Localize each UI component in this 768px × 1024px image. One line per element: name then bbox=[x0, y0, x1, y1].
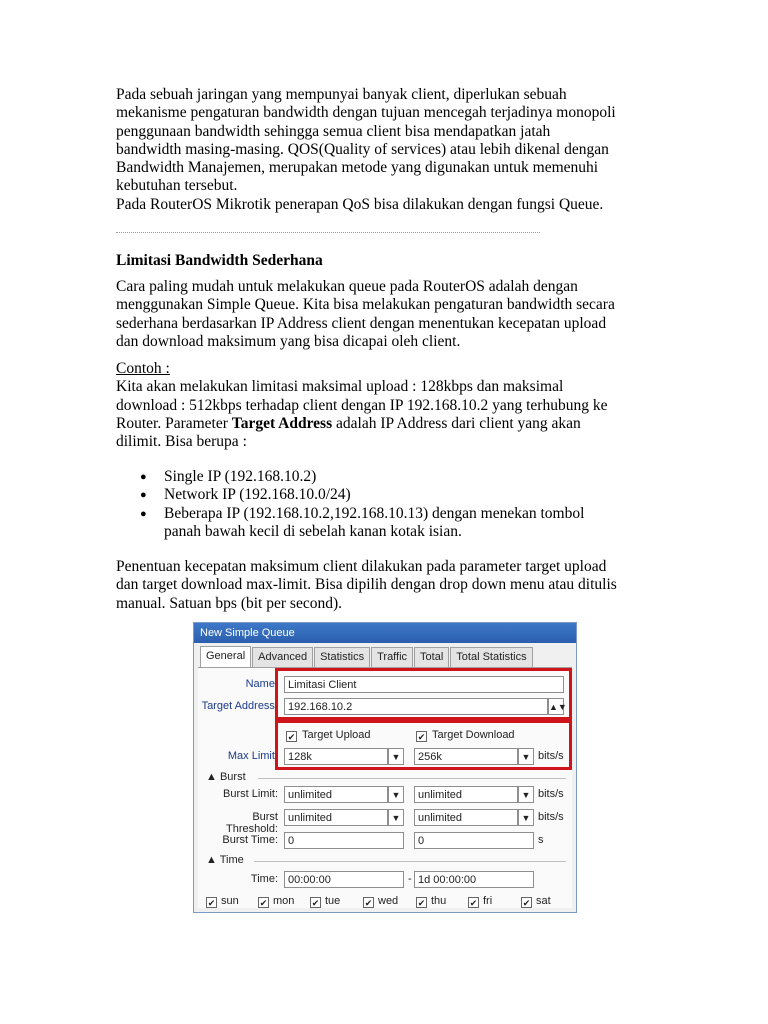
text-line: menggunakan Simple Queue. Kita bisa melakukan pengaturan bandwidth secara bbox=[116, 296, 615, 314]
target-address-field[interactable]: 192.168.10.2 bbox=[284, 698, 548, 715]
tab-advanced[interactable]: Advanced bbox=[252, 647, 313, 667]
list-item-text: Single IP (192.168.10.2) bbox=[164, 468, 317, 485]
burst-section-toggle[interactable] bbox=[206, 771, 246, 783]
max-limit-upload-field[interactable]: 128k bbox=[284, 748, 388, 765]
text-line: Bandwidth Manajemen, merupakan metode yang digunakan untuk memenuhi bbox=[116, 159, 599, 177]
day-wed-checkbox[interactable]: ✔ bbox=[364, 898, 373, 908]
burst-threshold-download-field[interactable]: unlimited bbox=[414, 809, 518, 826]
text-line: manual. Satuan bps (bit per second). bbox=[116, 594, 342, 612]
day-tue-checkbox[interactable]: ✔ bbox=[311, 898, 320, 908]
burst-threshold-upload-field[interactable]: unlimited bbox=[284, 809, 388, 826]
collapse-icon: ▲ bbox=[206, 771, 217, 783]
time-section-label: Time bbox=[219, 854, 244, 866]
day-fri-checkbox[interactable]: ✔ bbox=[469, 898, 478, 908]
day-wed-label: wed bbox=[378, 895, 399, 907]
day-sat-label: sat bbox=[536, 895, 551, 907]
burst-time-unit: s bbox=[538, 834, 544, 846]
target-download-checkbox[interactable]: ✔ bbox=[417, 732, 426, 742]
burst-limit-download-field[interactable]: unlimited bbox=[414, 786, 518, 803]
unit-label: bits/s bbox=[538, 750, 564, 762]
text-line: bandwidth masing-masing. QOS(Quality of services) atau lebih dikenal dengan bbox=[116, 140, 609, 158]
burst-threshold-label: Burst Threshold: bbox=[226, 811, 278, 835]
time-section-toggle[interactable] bbox=[206, 854, 244, 866]
text-line: Pada RouterOS Mikrotik penerapan QoS bisa dilakukan dengan fungsi Queue. bbox=[116, 195, 604, 213]
text-line: Penentuan kecepatan maksimum client dilakukan pada parameter target upload bbox=[116, 558, 607, 575]
section-heading: Limitasi Bandwidth Sederhana bbox=[116, 252, 323, 269]
burst-time-download-field[interactable]: 0 bbox=[414, 832, 534, 849]
target-upload-label: Target Upload bbox=[302, 729, 371, 741]
general-panel bbox=[198, 667, 572, 908]
day-sun-label: sun bbox=[221, 895, 239, 907]
list-item: ● Single IP (192.168.10.2) bbox=[140, 468, 317, 485]
tab-traffic[interactable]: Traffic bbox=[371, 647, 413, 667]
day-thu-checkbox[interactable]: ✔ bbox=[417, 898, 426, 908]
bold-term: Target Address bbox=[231, 414, 333, 432]
target-upload-checkbox[interactable]: ✔ bbox=[287, 732, 296, 742]
tab-statistics[interactable]: Statistics bbox=[314, 647, 370, 667]
time-separator: - bbox=[408, 873, 412, 885]
day-mon-label: mon bbox=[273, 895, 295, 907]
tab-total-statistics[interactable]: Total Statistics bbox=[450, 647, 532, 667]
text-line bbox=[116, 415, 676, 433]
text-line: dan download maksimum yang bisa dicapai oleh client. bbox=[116, 332, 461, 350]
text-line: dan target download max-limit. Bisa dipilih dengan drop down menu atau ditulis bbox=[116, 576, 617, 594]
text-span: Router. Parameter bbox=[116, 414, 232, 432]
dropdown-icon[interactable]: ▼ bbox=[518, 786, 534, 803]
speed-paragraph bbox=[116, 558, 676, 613]
highlight-box bbox=[275, 668, 572, 720]
dropdown-icon[interactable]: ▼ bbox=[388, 809, 404, 826]
example-paragraph bbox=[116, 360, 676, 451]
day-mon-checkbox[interactable]: ✔ bbox=[259, 898, 268, 908]
name-field[interactable]: Limitasi Client bbox=[284, 676, 564, 693]
list-item-text: Beberapa IP (192.168.10.2,192.168.10.13) dengan menekan tombol bbox=[164, 504, 585, 522]
max-limit-download-field[interactable]: 256k bbox=[414, 748, 518, 765]
list-item-text: panah bawah kecil di sebelah kanan kotak isian. bbox=[164, 522, 462, 540]
name-label: Name: bbox=[245, 678, 278, 690]
target-address-updown-icon[interactable]: ▲▼ bbox=[548, 698, 564, 715]
tab-total[interactable]: Total bbox=[414, 647, 449, 667]
divider bbox=[116, 232, 540, 233]
dropdown-icon[interactable]: ▼ bbox=[518, 748, 534, 765]
dropdown-icon[interactable]: ▼ bbox=[388, 748, 404, 765]
text-line: download : 512kbps terhadap client dengan IP 192.168.10.2 yang terhubung ke bbox=[116, 396, 608, 414]
time-to-field[interactable]: 1d 00:00:00 bbox=[414, 871, 534, 888]
day-fri-label: fri bbox=[483, 895, 493, 907]
window-title: New Simple Queue bbox=[194, 623, 576, 643]
burst-limit-label: Burst Limit: bbox=[222, 788, 278, 800]
text-line: penggunaan bandwidth sehingga semua client bisa mendapatkan jatah bbox=[116, 122, 551, 140]
target-address-label: Target Address: bbox=[201, 700, 278, 712]
example-label: Contoh : bbox=[116, 360, 170, 377]
target-download-label: Target Download bbox=[432, 729, 515, 741]
bullet-list bbox=[116, 468, 676, 541]
dropdown-icon[interactable]: ▼ bbox=[518, 809, 534, 826]
burst-time-upload-field[interactable]: 0 bbox=[284, 832, 404, 849]
time-label: Time: bbox=[250, 873, 278, 885]
time-from-field[interactable]: 00:00:00 bbox=[284, 871, 404, 888]
text-line: mekanisme pengaturan bandwidth dengan tujuan mencegah terjadinya monopoli bbox=[116, 104, 616, 122]
simple-queue-paragraph bbox=[116, 278, 676, 351]
tab-bar bbox=[200, 647, 534, 667]
burst-section-label: Burst bbox=[219, 771, 246, 783]
list-item: ● Network IP (192.168.10.0/24) bbox=[140, 486, 351, 504]
text-line: kebutuhan tersebut. bbox=[116, 177, 238, 195]
text-line: Pada sebuah jaringan yang mempunyai banyak client, diperlukan sebuah bbox=[116, 86, 567, 103]
day-sat-checkbox[interactable]: ✔ bbox=[522, 898, 531, 908]
unit-label: bits/s bbox=[538, 788, 564, 800]
dropdown-icon[interactable]: ▼ bbox=[388, 786, 404, 803]
burst-limit-upload-field[interactable]: unlimited bbox=[284, 786, 388, 803]
unit-label: bits/s bbox=[538, 811, 564, 823]
text-line: Kita akan melakukan limitasi maksimal upload : 128kbps dan maksimal bbox=[116, 378, 564, 396]
divider bbox=[254, 861, 566, 862]
highlight-box bbox=[275, 720, 572, 770]
text-line: Cara paling mudah untuk melakukan queue pada RouterOS adalah dengan bbox=[116, 278, 578, 295]
day-tue-label: tue bbox=[325, 895, 341, 907]
burst-time-label: Burst Time: bbox=[222, 834, 278, 846]
tab-general[interactable]: General bbox=[200, 646, 251, 667]
list-item: ● Beberapa IP (192.168.10.2,192.168.10.13) dengan menekan tombol bbox=[140, 504, 585, 522]
divider bbox=[258, 778, 566, 779]
intro-paragraph bbox=[116, 86, 676, 214]
max-limit-label: Max Limit: bbox=[227, 750, 278, 762]
collapse-icon: ▲ bbox=[206, 854, 217, 866]
text-span: adalah IP Address dari client yang akan bbox=[332, 414, 581, 432]
list-item-text: Network IP (192.168.10.0/24) bbox=[164, 486, 351, 504]
day-sun-checkbox[interactable]: ✔ bbox=[207, 898, 216, 908]
new-simple-queue-window bbox=[193, 622, 577, 913]
text-line: sederhana berdasarkan IP Address client dengan menentukan kecepatan upload bbox=[116, 314, 607, 332]
text-line: dilimit. Bisa berupa : bbox=[116, 433, 247, 451]
day-thu-label: thu bbox=[431, 895, 447, 907]
list-item-continuation bbox=[116, 523, 676, 541]
